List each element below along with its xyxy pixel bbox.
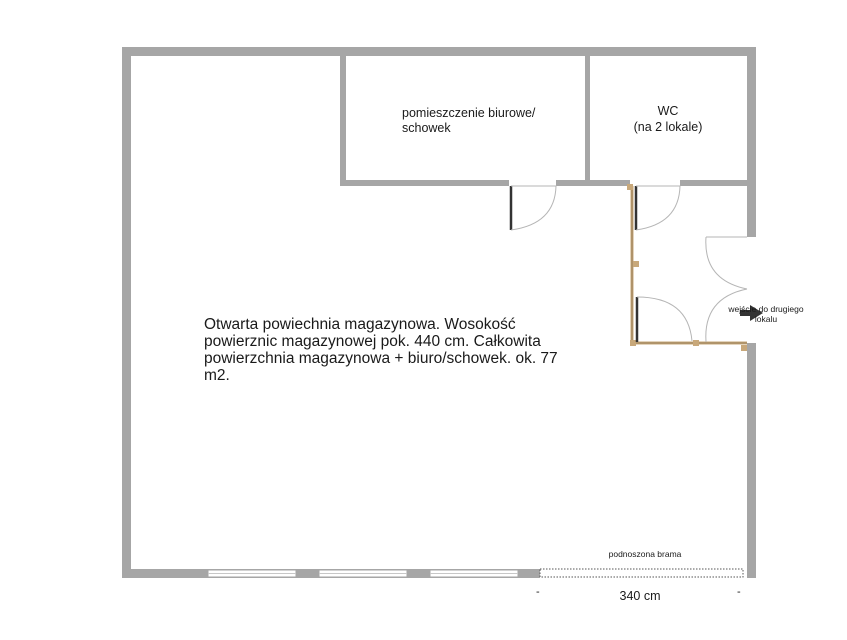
dimension-tick-left: -	[536, 586, 540, 598]
office-room-label: pomieszczenie biurowe/ schowek	[402, 106, 536, 135]
entrance-door	[706, 237, 747, 342]
gate-label: podnoszona brama	[608, 549, 682, 559]
wall-top	[122, 47, 756, 56]
wall-left	[122, 47, 131, 578]
hall-door	[637, 297, 692, 342]
dimension-tick-right: -	[737, 586, 741, 598]
wall-right-upper	[747, 47, 756, 237]
office-wall-bottom-right	[556, 180, 630, 186]
wc-door	[636, 186, 680, 230]
lifting-gate	[540, 569, 743, 577]
wc-room-title: WC	[657, 104, 679, 118]
wc-room-subtitle: (na 2 lokale)	[633, 120, 703, 134]
wall-right-lower	[747, 343, 756, 578]
office-wall-left	[340, 56, 346, 185]
office-wall-bottom-left	[340, 180, 509, 186]
office-door	[511, 186, 556, 230]
wc-wall-bottom-right	[680, 180, 747, 186]
partition-frame	[627, 184, 747, 351]
gate-dimension: 340 cm	[619, 589, 661, 603]
main-area-description: Otwarta powiechnia magazynowa. Wosokość powierznic magazynowej pok. 440 cm. Całkowita powierzchnia magazynowa + biuro/schowek. ok. 77 m2.	[204, 316, 558, 384]
entrance-label: wejście do drugiego lokalu	[728, 304, 804, 324]
